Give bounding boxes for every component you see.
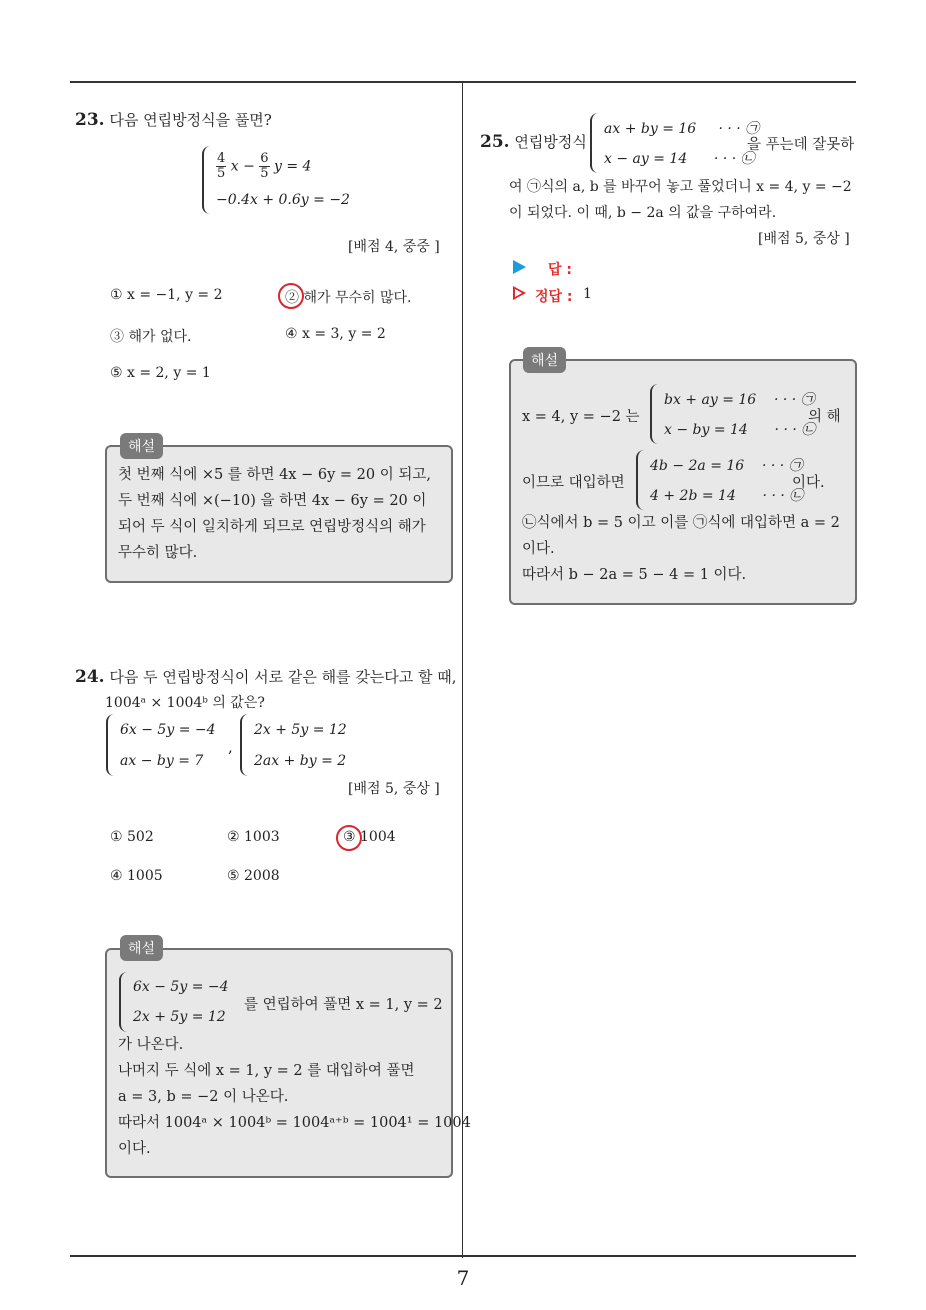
q24-explanation-sys-text: 를 연립하여 풀면 x = 1, y = 2 — [244, 997, 443, 1013]
q23-choice-3[interactable]: ③ 해가 없다. — [110, 329, 192, 345]
q23-choice-4[interactable]: ④ x = 3, y = 2 — [285, 326, 386, 342]
q23-eq2: −0.4x + 0.6y = −2 — [216, 192, 350, 209]
q24-question: 다음 두 연립방정식이 서로 같은 해를 갖는다고 할 때, — [109, 668, 457, 686]
q24-explanation-text: 가 나온다. 나머지 두 식에 x = 1, y = 2 를 대입하여 풀면 a = 3, b = −2 이 나온다. 따라서 1004ᵃ × 1004ᵇ = 1004ᵃ⁺ᵇ = 1004¹ = 1004 이다. — [118, 1037, 471, 1157]
q25-header — [480, 130, 587, 154]
q25-correct-value: 1 — [583, 286, 592, 302]
brace-icon — [590, 113, 600, 173]
correct-arrow-inner — [515, 289, 522, 297]
q24-choice-4[interactable]: ④ 1005 — [110, 868, 163, 884]
q24-choice-5[interactable]: ⑤ 2008 — [227, 868, 280, 884]
q23-equation-system — [202, 146, 350, 214]
q23-number: 23. — [75, 110, 105, 130]
brace-icon — [240, 714, 250, 776]
q24-question-line2: 1004ᵃ × 1004ᵇ 의 값은? — [105, 695, 265, 711]
q24-comma: , — [228, 738, 233, 756]
q23-choice-5[interactable]: ⑤ x = 2, y = 1 — [110, 365, 211, 381]
q24-explanation-tag: 해설 — [120, 935, 163, 961]
q23-explanation-text: 첫 번째 식에 ×5 를 하면 4x − 6y = 20 이 되고, 두 번째 식에 ×(−10) 을 하면 4x − 6y = 20 이 되어 두 식이 일치하게 되므로 연립방정식의 해가 무수히 많다. — [118, 467, 431, 561]
q23-header — [75, 108, 272, 132]
q25-question-line3: 이 되었다. 이 때, b − 2a 의 값을 구하여라. — [509, 205, 777, 221]
q23-selected-mark-icon — [278, 283, 304, 309]
brace-icon — [106, 714, 116, 776]
brace-icon — [119, 972, 129, 1032]
q24-choice-1[interactable]: ① 502 — [110, 829, 154, 845]
q25-explanation-text: ㉡식에서 b = 5 이고 이를 ㉠식에 대입하면 a = 2 이다. 따라서 b − 2a = 5 − 4 = 1 이다. — [522, 515, 840, 583]
q23-meta: [배점 4, 중중 ] — [348, 239, 440, 255]
q24-meta: [배점 5, 중상 ] — [348, 781, 440, 797]
q25-explanation-tag: 해설 — [523, 347, 566, 373]
answer-arrow-icon — [513, 260, 526, 274]
q24-selected-mark-icon — [336, 825, 362, 851]
brace-icon — [636, 450, 646, 510]
q25-question-post: 을 푸는데 잘못하 — [747, 137, 855, 153]
q25-meta: [배점 5, 중상 ] — [758, 231, 850, 247]
q23-explanation-tag: 해설 — [120, 433, 163, 459]
q25-answer-label: 답 : — [548, 262, 572, 278]
brace-icon — [202, 146, 212, 214]
bottom-rule — [70, 1255, 856, 1257]
q25-system: ax + by = 16 · · · ㉠ x − ay = 14 · · · ㉡ — [590, 113, 759, 173]
q24-explanation-system: 6x − 5y = −4 2x + 5y = 12 — [119, 972, 229, 1032]
q24-choice-2[interactable]: ② 1003 — [227, 829, 280, 845]
q25-question-pre: 연립방정식 — [514, 133, 587, 151]
q25-explanation-system-2: 4b − 2a = 16 · · · ㉠ 4 + 2b = 14 · · · ㉡ — [636, 450, 803, 510]
q23-choice-1[interactable]: ① x = −1, y = 2 — [110, 287, 223, 303]
q24-choice-3[interactable]: ③ 1004 — [343, 829, 396, 845]
top-rule — [70, 81, 856, 83]
q23-choice-2[interactable]: ② 해가 무수히 많다. — [285, 290, 412, 306]
q25-explanation-pre: x = 4, y = −2 는 — [522, 409, 640, 425]
page-number: 7 — [456, 1266, 470, 1290]
q25-explanation-post1: 의 해 — [808, 409, 841, 425]
q23-eq1: $\frac{4}{5}$ x − $\frac{6}{5}$ y = 4 — [217, 150, 312, 181]
brace-icon — [650, 384, 660, 444]
q25-explanation-post2: 이다. — [792, 475, 825, 491]
q24-system-2: 2x + 5y = 12 2ax + by = 2 — [240, 714, 347, 776]
q25-question-line2: 여 ㉠식의 a, b 를 바꾸어 놓고 풀었더니 x = 4, y = −2 — [509, 179, 852, 195]
q25-explanation-system-1: bx + ay = 16 · · · ㉠ x − by = 14 · · · ㉡ — [650, 384, 815, 444]
q24-number: 24. — [75, 667, 105, 687]
q23-question: 다음 연립방정식을 풀면? — [109, 111, 272, 129]
q25-correct-label: 정답 : — [535, 289, 573, 305]
q25-number: 25. — [480, 132, 510, 152]
q25-explanation-pre2: 이므로 대입하면 — [522, 475, 625, 491]
q24-system-1: 6x − 5y = −4 ax − by = 7 — [106, 714, 216, 776]
q24-header — [75, 665, 457, 689]
